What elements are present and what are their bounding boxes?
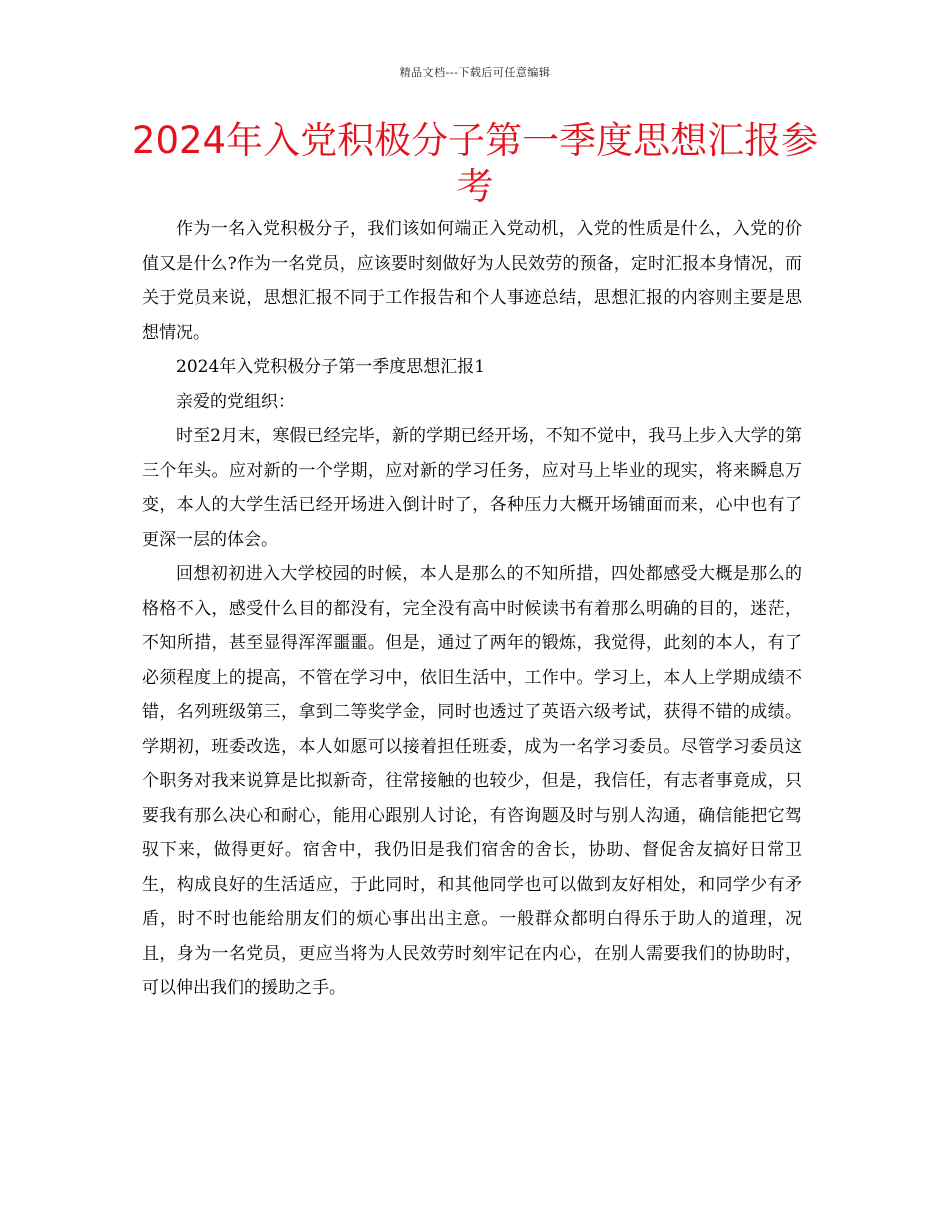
paragraph-body-2: 回想初初进入大学校园的时候，本人是那么的不知所措，四处都感受大概是那么的格格不入，感受什么目的都没有，完全没有高中时候读书有着那么明确的目的，迷茫，不知所措，甚至显得浑浑噩噩。但是，通过了两年的锻炼，我觉得，此刻的本人，有了必须程度上的提高，不管在学习中，依旧生活中，工作中。学习上，本人上学期成绩不错，名列班级第三，拿到二等奖学金，同时也透过了英语六级考试，获得不错的成绩。学期初，班委改选，本人如愿可以接着担任班委，成为一名学习委员。尽管学习委员这个职务对我来说算是比拟新奇，往常接触的也较少，但是，我信任，有志者事竟成，只要我有那么决心和耐心，能用心跟别人讨论，有咨询题及时与别人沟通，确信能把它驾驭下来，做得更好。宿舍中，我仍旧是我们宿舍的舍长，协助、督促舍友搞好日常卫生，构成良好的生活适应，于此同时，和其他同学也可以做到友好相处，和同学少有矛盾，时不时也能给朋友们的烦心事出出主意。一般群众都明白得乐于助人的道理，况且，身为一名党员，更应当将为人民效劳时刻牢记在内心，在别人需要我们的协助时，可以伸出我们的援助之手。 [142, 564, 802, 998]
paragraph-subtitle: 2024年入党积极分子第一季度思想汇报1 [176, 357, 486, 377]
paragraph-intro: 作为一名入党积极分子，我们该如何端正入党动机，入党的性质是什么，入党的价值又是什么?作为一名党员，应该要时刻做好为人民效劳的预备，定时汇报本身情况，而关于党员来说，思想汇报不同于工作报告和个人事迹总结，思想汇报的内容则主要是思想情况。 [142, 219, 802, 343]
paragraph-salutation: 亲爱的党组织： [176, 391, 295, 412]
document-title: 2024年入党积极分子第一季度思想汇报参考 [131, 119, 819, 208]
paragraph-body-1: 时至2月末，寒假已经完毕，新的学期已经开场，不知不觉中，我马上步入大学的第三个年头。应对新的一个学期，应对新的学习任务，应对马上毕业的现实，将来瞬息万变，本人的大学生活已经开场进入倒计时了，各种压力大概开场铺面而来，心中也有了更深一层的体会。 [142, 426, 802, 550]
document-body [142, 212, 802, 1006]
header-note: 精品文档---下载后可任意编辑 [399, 66, 551, 79]
